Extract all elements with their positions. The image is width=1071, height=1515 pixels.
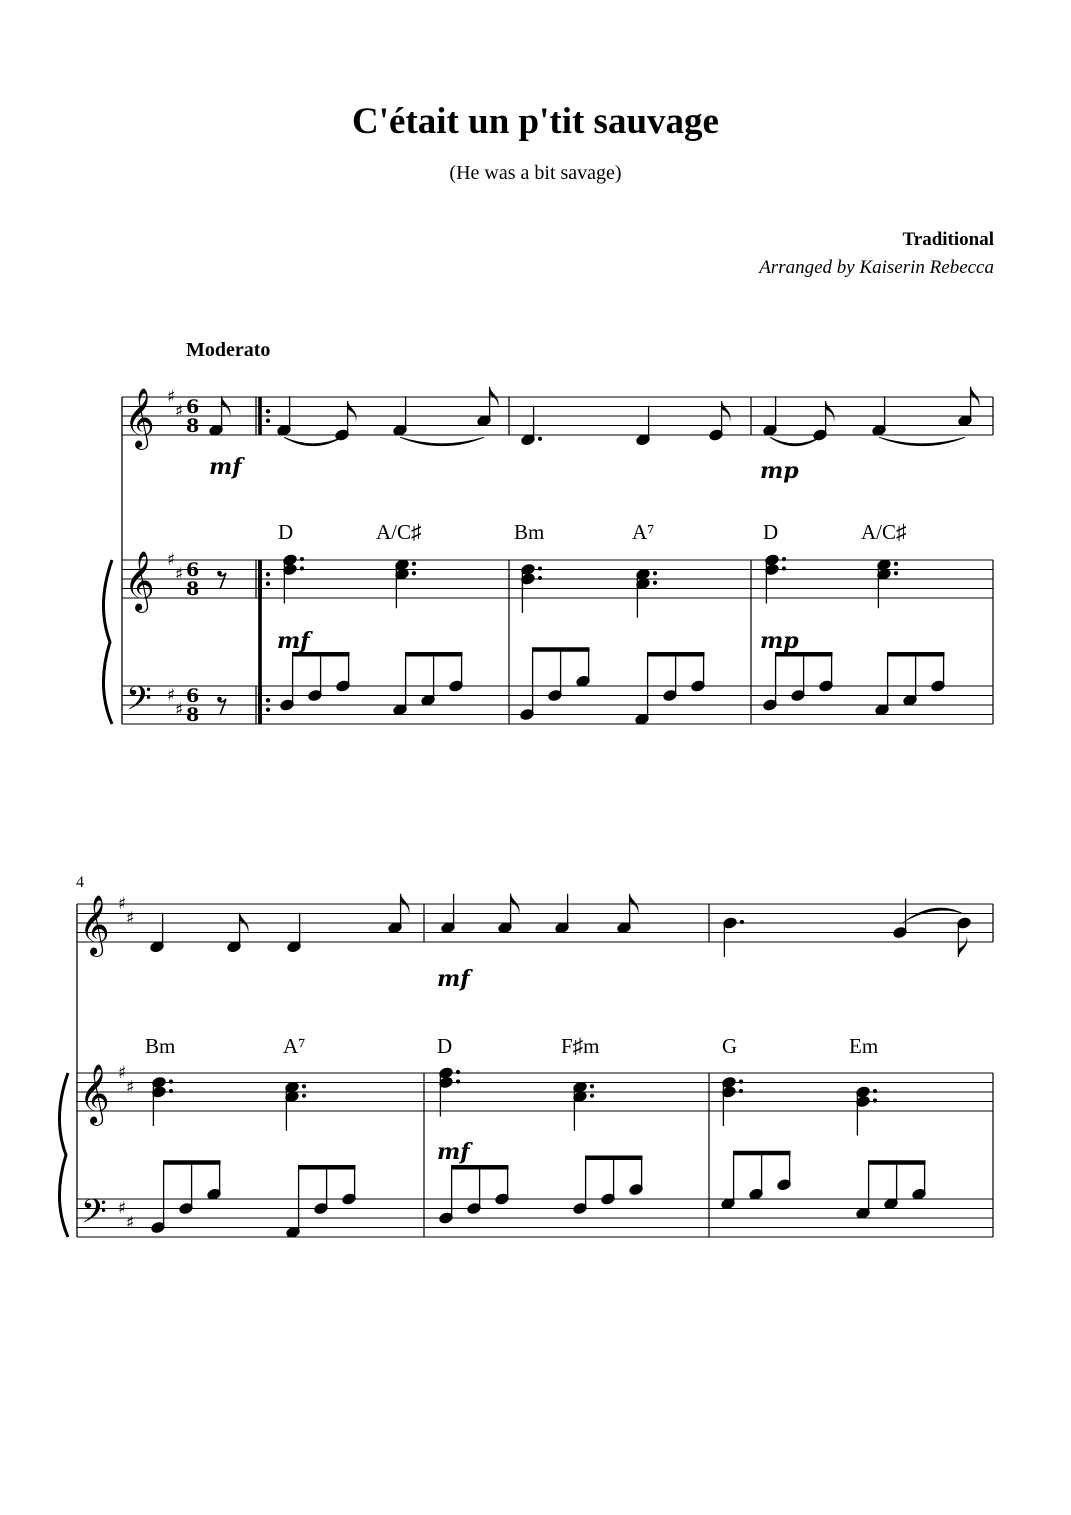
repeat-dot xyxy=(266,698,270,702)
chord-symbol: D xyxy=(278,520,294,544)
beam xyxy=(405,652,463,657)
time-signature-denominator: 8 xyxy=(186,704,200,726)
key-signature-sharp: ♯ xyxy=(175,564,184,585)
chord-symbol: A/C♯ xyxy=(376,520,422,544)
measure-number: 4 xyxy=(76,874,84,891)
chord-symbol: D xyxy=(763,520,779,544)
eighth-rest-dot xyxy=(217,571,222,576)
eighth-flag xyxy=(826,401,835,423)
eighth-rest xyxy=(218,573,226,589)
eighth-flag xyxy=(222,396,231,418)
key-signature-sharp: ♯ xyxy=(167,685,176,706)
augmentation-dot xyxy=(169,1079,173,1083)
augmentation-dot xyxy=(873,1098,877,1102)
chord-symbol: Bm xyxy=(145,1034,176,1058)
score-subtitle: (He was a bit savage) xyxy=(449,162,622,184)
augmentation-dot xyxy=(302,1094,306,1098)
augmentation-dot xyxy=(590,1084,594,1088)
chord-symbol: A⁷ xyxy=(632,520,655,544)
repeat-dot xyxy=(266,419,270,423)
treble-clef: 𝄞 xyxy=(124,388,155,448)
repeat-dot xyxy=(266,572,270,576)
tie xyxy=(400,437,484,446)
augmentation-dot xyxy=(456,1079,460,1083)
augmentation-dot xyxy=(653,571,657,575)
piano-brace xyxy=(103,560,112,724)
repeat-dot xyxy=(266,582,270,586)
eighth-flag xyxy=(401,894,410,916)
bass-clef: 𝄢 xyxy=(81,1193,107,1239)
tie xyxy=(284,437,342,446)
augmentation-dot xyxy=(538,566,542,570)
dynamic-marking: mp xyxy=(760,458,799,484)
beam xyxy=(298,1165,356,1170)
augmentation-dot xyxy=(782,557,786,561)
augmentation-dot xyxy=(653,581,657,585)
augmentation-dot xyxy=(538,576,542,580)
chord-symbol: G xyxy=(722,1034,738,1058)
time-signature-numerator: 6 xyxy=(186,685,200,707)
tempo-marking: Moderato xyxy=(186,339,271,361)
dynamic-marking: mf xyxy=(277,628,310,654)
eighth-flag xyxy=(348,401,357,423)
augmentation-dot xyxy=(782,566,786,570)
eighth-flag xyxy=(490,387,499,409)
eighth-flag xyxy=(971,387,980,409)
augmentation-dot xyxy=(169,1089,173,1093)
chord-symbol: F♯m xyxy=(561,1034,600,1058)
key-signature-sharp: ♯ xyxy=(118,1198,127,1219)
beam xyxy=(733,1151,791,1156)
augmentation-dot xyxy=(302,1084,306,1088)
treble-clef: 𝄞 xyxy=(79,895,110,955)
augmentation-dot xyxy=(456,1070,460,1074)
time-signature-denominator: 8 xyxy=(186,415,200,437)
key-signature-sharp: ♯ xyxy=(126,1212,135,1233)
augmentation-dot xyxy=(873,1089,877,1093)
eighth-rest-dot xyxy=(217,697,222,702)
key-signature-sharp: ♯ xyxy=(167,550,176,570)
score-title: C'était un p'tit sauvage xyxy=(352,101,719,142)
chord-symbol: Bm xyxy=(514,520,545,544)
key-signature-sharp: ♯ xyxy=(175,699,184,720)
eighth-flag xyxy=(958,935,967,957)
dynamic-marking: mf xyxy=(209,454,242,480)
augmentation-dot xyxy=(412,562,416,566)
beam xyxy=(868,1160,926,1165)
time-signature-denominator: 8 xyxy=(186,578,200,600)
piano-brace xyxy=(59,1073,68,1237)
arranger-credit: Arranged by Kaiserin Rebecca xyxy=(759,257,994,278)
bass-clef: 𝄢 xyxy=(126,680,152,726)
eighth-rest xyxy=(218,699,226,715)
chord-symbol: A⁷ xyxy=(283,1034,306,1058)
time-signature-numerator: 6 xyxy=(186,559,200,581)
augmentation-dot xyxy=(740,920,744,924)
augmentation-dot xyxy=(412,571,416,575)
beam xyxy=(647,652,705,657)
treble-clef: 𝄞 xyxy=(124,551,155,611)
time-signature-numerator: 6 xyxy=(186,396,200,418)
chord-symbol: D xyxy=(437,1034,453,1058)
eighth-flag xyxy=(511,894,520,916)
augmentation-dot xyxy=(894,562,898,566)
augmentation-dot xyxy=(300,566,304,570)
dynamic-marking: mf xyxy=(437,966,470,992)
tie xyxy=(879,437,965,446)
repeat-dot xyxy=(266,409,270,413)
beam xyxy=(163,1160,221,1165)
key-signature-sharp: ♯ xyxy=(126,908,135,929)
dynamic-marking: mp xyxy=(760,628,799,654)
augmentation-dot xyxy=(300,557,304,561)
key-signature-sharp: ♯ xyxy=(167,387,176,407)
beam xyxy=(532,647,590,652)
key-signature-sharp: ♯ xyxy=(118,894,127,914)
key-signature-sharp: ♯ xyxy=(126,1077,135,1098)
augmentation-dot xyxy=(894,571,898,575)
beam xyxy=(451,1165,509,1170)
eighth-flag xyxy=(240,913,249,935)
composer-credit: Traditional xyxy=(902,229,994,250)
augmentation-dot xyxy=(590,1094,594,1098)
chord-symbol: Em xyxy=(849,1034,879,1058)
beam xyxy=(887,652,945,657)
key-signature-sharp: ♯ xyxy=(118,1063,127,1083)
augmentation-dot xyxy=(739,1089,743,1093)
chord-symbol: A/C♯ xyxy=(861,520,907,544)
dynamic-marking: mf xyxy=(437,1139,470,1165)
treble-clef: 𝄞 xyxy=(79,1064,110,1124)
repeat-dot xyxy=(266,708,270,712)
eighth-flag xyxy=(722,401,731,423)
beam xyxy=(585,1156,643,1161)
augmentation-dot xyxy=(538,437,542,441)
tie xyxy=(770,437,820,446)
augmentation-dot xyxy=(739,1079,743,1083)
slur xyxy=(900,908,966,925)
key-signature-sharp: ♯ xyxy=(175,401,184,422)
eighth-flag xyxy=(630,894,639,916)
